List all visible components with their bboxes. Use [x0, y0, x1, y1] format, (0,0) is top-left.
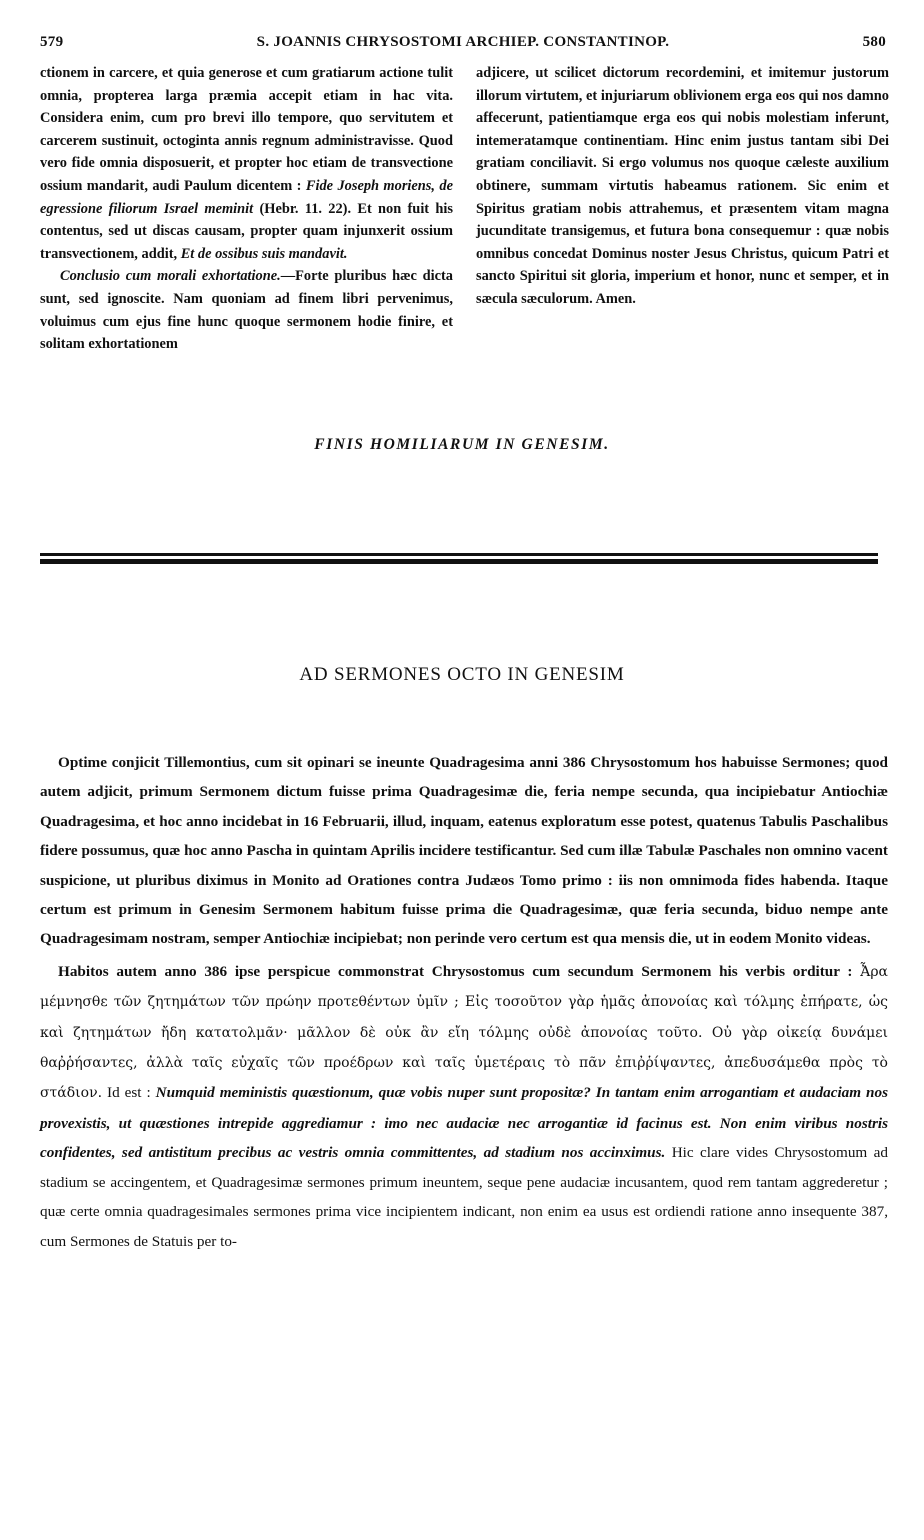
text-run: —Forte pluribus hæc dicta sunt, sed ignoscite. Nam quoniam ad finem libri pervenimus, voluimus cum ejus fine hunc quoque sermonem hodie finire, et solitam exhortationem	[40, 268, 453, 353]
page-number-left: 579	[40, 34, 64, 50]
scripture-quote: Et de ossibus suis mandavit.	[180, 245, 348, 262]
divider-rule	[40, 559, 878, 564]
finis-line: FINIS HOMILIARUM IN GENESIM.	[314, 436, 610, 453]
text-run: Habitos autem anno 386 ipse perspicue commonstrat Chrysostomus cum secundum Sermonem his verbis orditur :	[58, 962, 861, 980]
section-title: AD SERMONES OCTO IN GENESIM	[299, 664, 625, 685]
section-heading-italic: Conclusio cum morali exhortatione.	[60, 268, 281, 285]
greek-quote: Ἆρα μέμνησθε τῶν ζητημάτων τῶν πρώην προτεθέντων ὑμῖν ; Εἰς τοσοῦτον γὰρ ἡμᾶς ἀπονοίας καὶ τόλμης ἐπήρατε, ὡς καὶ ζητημάτων ἤδη κατατολμᾶν· μᾶλλον δὲ οὐκ ἂν εἴη τόλμης οὐδὲ ἀπονοίας τοῦτο. Οὐ γὰρ οἰκείᾳ δυνάμει θαῤῥήσαντες, ἀλλὰ ταῖς εὐχαῖς τῶν προέδρων καὶ ταῖς ὑμετέραις τὸ πᾶν ἐπιῤῥίψαντες, ἀπεδυσάμεθα πρὸς τὸ στάδιον.	[40, 963, 888, 1102]
text-run: Id est :	[102, 1084, 156, 1102]
latin-translation: Numquid meministis quæstionum, quæ vobis nuper sunt propositæ? In tantam enim arrogantiam et audaciam nos provexistis, ut quæstiones intrepide aggrediamur : imo nec audaciæ nec arrogantiæ id facinus est. Non enim viribus nostris confidentes, sed antistitum precibus ac vestris omnia committentes, ad stadium nos accinximus.	[40, 1084, 888, 1162]
body-paragraph	[40, 957, 888, 1256]
two-column-text	[40, 62, 890, 422]
left-column-paragraph	[40, 265, 453, 355]
scripture-quote: Fide Joseph moriens, de egressione filiorum Israel meminit	[40, 177, 453, 217]
right-column-paragraph: adjicere, ut scilicet dictorum recordemini, et imitemur justorum illorum virtutem, et injuriarum oblivionem erga eos qui nos damno affecerunt, patientiamque erga eos qui nobis molestiam inferunt, intemeratamque continentiam. Hinc enim justus tantam sibi Dei gratiam conciliavit. Si ergo volumus nos quoque cæleste auxilium obtinere, summam virtutis habeamus rationem. Sic enim et Spiritus gratiam nobis attrahemus, et præsentem vitam magna jucunditate transigemus, et futura bona consequemur : quæ nobis omnibus concedat Dominus noster Jesus Christus, quicum Patri et sancto Spiritui sit gloria, imperium et honor, nunc et semper, et in sæcula sæculorum. Amen.	[476, 65, 889, 307]
divider-rule	[40, 553, 878, 556]
right-column	[476, 62, 889, 311]
left-column	[40, 62, 453, 356]
text-run: (Hebr. 11. 22). Et non fuit his contentus, sed ut discas causam, propter quam injunxerit ossium transvectionem, addit,	[40, 200, 453, 262]
running-title: S. JOANNIS CHRYSOSTOMI ARCHIEP. CONSTANTINOP.	[256, 34, 670, 50]
body-paragraph: Optime conjicit Tillemontius, cum sit opinari se ineunte Quadragesima anni 386 Chrysostomum hos habuisse Sermones; quod autem adjicit, primum Sermonem dictum fuisse prima Quadragesimæ die, feria nempe secunda, qua incipiebatur Antiochiæ Quadragesima, et hoc anno incidebat in 16 Februarii, illud, inquam, eatenus exploratum esse potest, quatenus Tabulis Paschalibus fidere possumus, quæ hoc anno Pascha in quintam Aprilis incidere testificantur. Sed cum illæ Tabulæ Paschales non omnino vacent suspicione, ut pluribus diximus in Monito ad Orationes contra Judæos Tomo primo : iis non omnimoda fides habenda. Itaque certum est primum in Genesim Sermonem habitum fuisse prima die Quadragesimæ, quæ feria secunda, biduo nempe ante Quadragesimam nostram, semper Antiochiæ incipiebat; non perinde vero certum est qua mensis die, ut in eodem Monito videas.	[40, 754, 888, 948]
left-column-paragraph	[40, 62, 453, 265]
text-run: Hic clare vides Chrysostomum ad stadium se accingentem, et Quadragesimæ sermones primum ineuntem, seque pene audaciæ incusantem, quod rem tantam aggrederetur ; quæ certe omnia quadragesimales sermones prima vice incipientem indicant, non enim ea usus est ordiendi ratione anno insequente 387, cum Sermones de Statuis per to-	[40, 1144, 888, 1250]
running-header	[40, 34, 886, 58]
text-run: ctionem in carcere, et quia generose et cum gratiarum actione tulit omnia, propterea larga præmia accepit etiam in hac vita. Considera enim, cum pro brevi illo tempore, quo servitutem et carcerem sustinuit, octoginta annis regnum administravisse. Quod vero fide omnia disposuerit, et propter hoc etiam de transvectione ossium mandarit, audi Paulum dicentem :	[40, 65, 453, 194]
monitum-text	[40, 748, 888, 1256]
page-number-right: 580	[862, 34, 886, 50]
